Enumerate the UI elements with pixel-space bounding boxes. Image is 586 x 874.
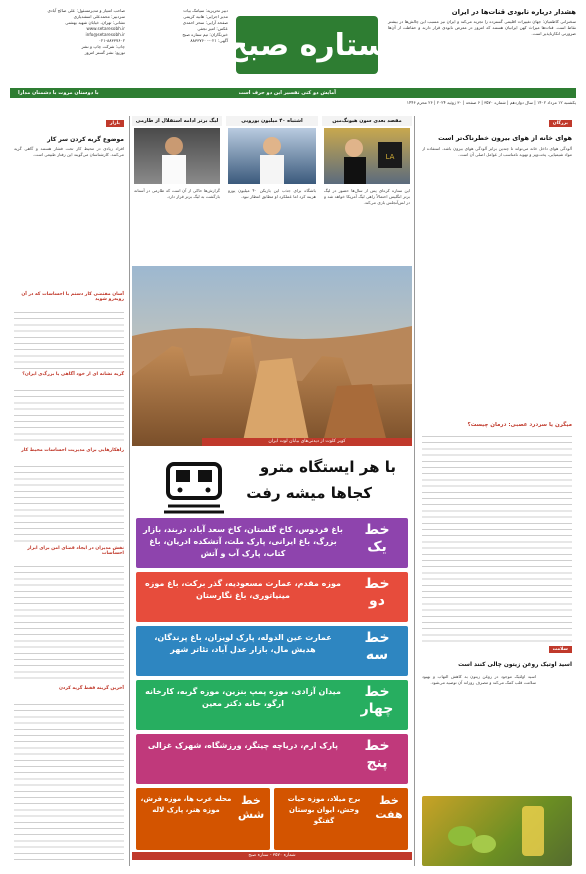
sub-body bbox=[422, 432, 572, 642]
article-title[interactable]: هوای خانه از هوای بیرون خطرناک‌تر است bbox=[438, 134, 572, 142]
slogan: آمایش دو کتی تفسیر این دو حرف است bbox=[238, 90, 336, 96]
olive-icon bbox=[422, 796, 572, 866]
sport-story-1 bbox=[322, 116, 412, 266]
site-link[interactable]: www.setaresobh.ir bbox=[86, 26, 125, 31]
svg-text:LA: LA bbox=[385, 153, 395, 161]
lead-body: سخنرانی کاظمیان: جهان تغییرات اقلیمی گسترده را تجربه می‌کند و ایران نیز مسبب این چالش‌ها در بیشتر نقاط است. قنات‌ها میراث کهن ایرانیان هستند که امروز در معرض نابودی قرار دارند و حفاظت از آن‌ها ضرورتی انکارناپذیر است. bbox=[388, 19, 576, 36]
health-section-tag: سلامت bbox=[549, 646, 572, 653]
sport-section bbox=[132, 116, 412, 266]
left-item-3[interactable]: راهکارهایی برای مدیریت احساسات محیط کار bbox=[21, 448, 124, 453]
column-divider-right bbox=[414, 116, 415, 866]
metro-line-row bbox=[136, 518, 408, 568]
left-item-1-body bbox=[14, 308, 124, 370]
logo-mark bbox=[232, 10, 382, 78]
metro-line-tag: خط دو bbox=[364, 576, 390, 609]
section-tag: بزرگان bbox=[549, 120, 572, 127]
sport-1-title[interactable]: مقصد بعدی سون هیونگ‌مین bbox=[322, 116, 412, 126]
metro-line-row bbox=[136, 680, 408, 730]
metro-footer: شماره ۳۵۷۰ - ستاره صبح bbox=[132, 852, 412, 860]
left-section-tag: بازار bbox=[106, 120, 124, 127]
player-2-photo-icon bbox=[228, 128, 316, 184]
left-item-4[interactable]: نقش مدیران در ایجاد فضای امن برای ابراز احساسات bbox=[27, 546, 124, 556]
lead-title: هشدار درباره نابودی قنات‌ها در ایران bbox=[451, 8, 576, 16]
left-item-1[interactable]: آسان مقتضی کار دستم با احساسات که در آن روبه‌رو شوید bbox=[21, 292, 124, 302]
sub2-title[interactable]: اسید اوتیک روغن زیتون چالی کنند است bbox=[458, 662, 572, 668]
sport-2-photo bbox=[228, 128, 316, 184]
metro-line-tag: خط پنج bbox=[364, 738, 390, 771]
date-line: یکشنبه ۱۲ مرداد ۱۴۰۲ | سال دوازدهم | شماره ۳۵۷۰ | ۶ صفحه | ۳۰ ژوئیه ۲۰۲۴ | ۲۶ محرم ۱۴۴۶ bbox=[406, 100, 576, 105]
left-item-4-body bbox=[14, 562, 124, 682]
sub-title[interactable]: میگرن یا سردرد عصبی: درمان چیست؟ bbox=[467, 422, 572, 428]
metro-infographic bbox=[132, 448, 412, 860]
phone-number: ۰۲۱-۸۸۳۳۷۶۰۲ bbox=[98, 38, 125, 43]
player-photo-icon bbox=[324, 128, 410, 184]
metro-headline-1: با هر ایستگاه مترو bbox=[259, 458, 396, 476]
olive-oil-image bbox=[422, 796, 572, 866]
sport-3-photo bbox=[134, 128, 220, 184]
logo-text: ستاره صبح bbox=[232, 28, 382, 63]
left-title[interactable]: موضوع گربه کردن سر کار bbox=[47, 136, 124, 143]
train-icon bbox=[154, 458, 234, 514]
metro-line-places: موزه مقدم، عمارت مسعودیه، گذر برکت، باغ موزه مینیاتوری، باغ نگارستان bbox=[145, 579, 341, 600]
metro-line-tag: خط یک bbox=[364, 522, 390, 555]
metro-line-places: عمارت عین الدوله، پارک لویزان، باغ پرندگان، هدیش مال، بازار عدل آباد، تئاتر شهر bbox=[154, 633, 332, 654]
metro-line-row bbox=[136, 626, 408, 676]
metro-line-places: محله عرب ها، موزه فرش، موزه هنر، پارک لاله bbox=[140, 795, 232, 814]
desert-photo bbox=[132, 266, 412, 446]
metro-line-tag: خط سه bbox=[364, 630, 390, 663]
player-3-photo-icon bbox=[134, 128, 220, 184]
left-item-5-body bbox=[14, 700, 124, 860]
left-item-3-body bbox=[14, 462, 124, 542]
left-item-2-body bbox=[14, 386, 124, 444]
sport-2-title[interactable]: اشتباه ۴۰ میلیون یورویی bbox=[226, 116, 318, 126]
editors-info: دبیر تحریریه: سیامک بیات مدیر اجرایی: هانیه کریمی صفحه آرایی: سحر احمدی عکس: امیر نجفی خبرنگاران: تیم ستاره صبح آگهی: ۰۲۱-۸۸۳۳۷۶۰۰ bbox=[182, 8, 228, 43]
metro-header bbox=[132, 452, 412, 516]
metro-line-places: پارک ارم، دریاچه چیتگر، ورزشگاه، شهرک غزالی bbox=[147, 741, 339, 750]
logo bbox=[232, 10, 382, 78]
metro-line-tag: خط چهار bbox=[360, 684, 394, 717]
metro-line-places: باغ فردوس، کاخ گلستان، کاخ سعد آباد، دربند، بازار بزرگ، باغ ایرانی، پارک ملت، آتشکده ادریان، باغ کتاب، پارک آب و آتش bbox=[143, 525, 343, 558]
slogan-bar bbox=[10, 88, 576, 98]
right-column bbox=[418, 116, 576, 866]
metro-line-row bbox=[136, 734, 408, 784]
left-body: افراد زیادی در محیط کار تحت فشار هستند و گاهی گریه می‌کنند. کارشناسان می‌گویند این رفتار طبیعی است. bbox=[14, 146, 124, 158]
kaluts-photo-icon bbox=[132, 266, 412, 446]
photo-caption: کویر کلوت از دیدنی‌های بیابان لوت ایران bbox=[202, 438, 412, 446]
metro-line-row bbox=[274, 788, 408, 850]
slogan-2: با دوستان مروت با دشمنان مدارا bbox=[18, 90, 99, 96]
article-body: آلودگی هوای داخل خانه می‌تواند تا چندین برابر آلودگی هوای بیرون باشد. استفاده از مواد شیمیایی، پخت‌وپز و تهویه نامناسب از عوامل اصلی آن است. bbox=[422, 146, 572, 158]
metro-line-tag: خط هفت bbox=[375, 794, 403, 821]
sub2-body: اسید اولئیک موجود در روغن زیتون به کاهش التهاب و بهبود سلامت قلب کمک می‌کند و مصرف روزانه آن توصیه می‌شود. bbox=[422, 674, 536, 686]
column-divider-left bbox=[129, 116, 130, 866]
sport-1-body: این ستاره کره‌ای پس از سال‌ها حضور در لیگ برتر انگلیس احتمالاً راهی لیگ آمریکا خواهد شد و در لس‌آنجلس بازی می‌کند. bbox=[324, 188, 410, 206]
lead-story bbox=[388, 8, 576, 94]
metro-line-places: برج میلاد، موزه حیات وحش، ایوان بوستان گفتگو bbox=[287, 795, 361, 825]
sport-3-body: گزارش‌ها حاکی از آن است که طارمی در آستانه بازگشت به لیگ برتر قرار دارد. bbox=[134, 188, 220, 200]
metro-line-row bbox=[136, 572, 408, 622]
sport-story-2 bbox=[226, 116, 318, 266]
sport-2-body: باشگاه برای جذب این بازیکن ۴۰ میلیون یورو هزینه کرد اما عملکرد او مطابق انتظار نبود. bbox=[228, 188, 316, 200]
header bbox=[10, 8, 576, 108]
email-link[interactable]: info@setaresobh.ir bbox=[85, 32, 125, 37]
sport-story-3 bbox=[132, 116, 222, 266]
left-item-5[interactable]: آخرین گزینه فقط گریه کردن bbox=[59, 686, 124, 691]
left-column bbox=[10, 116, 128, 866]
metro-line-tag: خط شش bbox=[237, 794, 265, 821]
metro-headline-2: کجاها میشه رفت bbox=[246, 484, 372, 502]
publisher-info: صاحب امتیاز و مدیرمسئول: علی صالح آبادی سردبیر: محمدعلی اسفندیاری نشانی: تهران، خیابان شهید بهشتی www.setaresobh.ir info@setaresobh.ir ۰۲۱-۸۸۳۳۷۶۰۲ چاپ: شرکت چاپ و نشر توزیع: نشر گستر امروز bbox=[10, 8, 125, 88]
sport-3-title[interactable]: لیگ برتر ادامه استقلال از طارمی bbox=[132, 116, 222, 126]
metro-line-places: میدان آزادی، موزه پمپ بنزین، موزه گربه، کارخانه ارگو، خانه دکتر معین bbox=[145, 687, 341, 708]
metro-line-row bbox=[136, 788, 270, 850]
sport-1-photo bbox=[324, 128, 410, 184]
left-item-2[interactable]: گریه نشانه ای از خود آگاهی یا بزرگ‌ی ایران؟ bbox=[22, 372, 124, 377]
